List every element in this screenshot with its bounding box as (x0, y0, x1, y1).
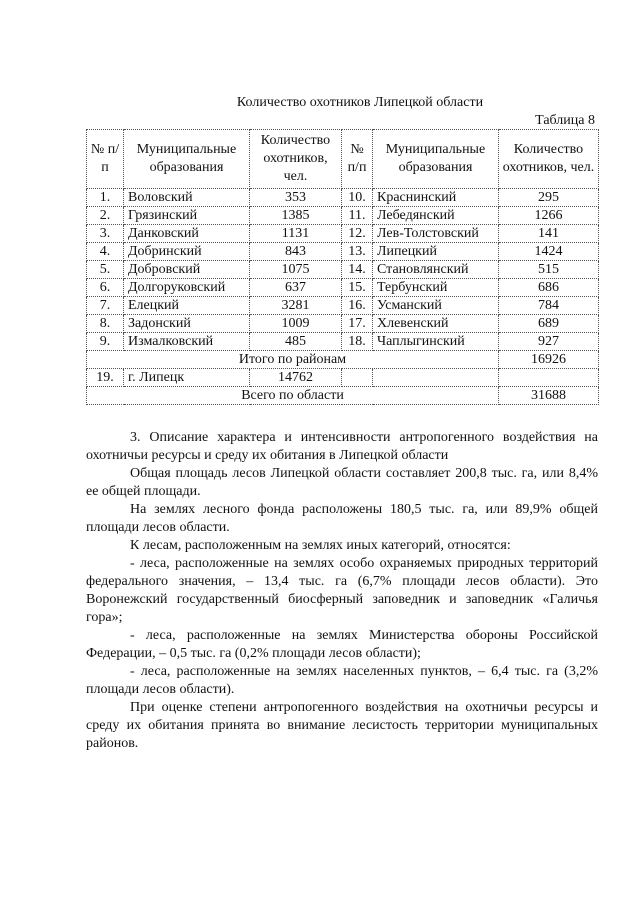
header-municipality-left: Муниципальные образования (124, 130, 250, 189)
city-value: 14762 (250, 369, 342, 387)
row-num-right: 14. (342, 261, 373, 279)
municipality-right: Краснинский (373, 189, 499, 207)
table-row (87, 189, 599, 207)
row-num-right: 11. (342, 207, 373, 225)
empty-cell (342, 369, 373, 387)
row-num-left: 9. (87, 333, 124, 351)
subtotal-label: Итого по районам (87, 351, 499, 369)
municipality-left: Измалковский (124, 333, 250, 351)
city-num: 19. (87, 369, 124, 387)
count-left: 1131 (250, 225, 342, 243)
row-num-left: 5. (87, 261, 124, 279)
row-num-left: 3. (87, 225, 124, 243)
row-num-left: 8. (87, 315, 124, 333)
count-left: 1009 (250, 315, 342, 333)
row-num-right: 10. (342, 189, 373, 207)
table-row (87, 333, 599, 351)
list-item: - леса, расположенные на землях особо охраняемых природных территорий федерального значения, – 13,4 тыс. га (6,7% площади лесов области). Это Воронежский государственный биосферный заповедник и заповедник «Галичья гора»; (86, 556, 598, 625)
total-value: 31688 (499, 387, 599, 405)
municipality-right: Лебедянский (373, 207, 499, 225)
municipality-right: Липецкий (373, 243, 499, 261)
row-num-right: 12. (342, 225, 373, 243)
paragraph: Общая площадь лесов Липецкой области составляет 200,8 тыс. га, или 8,4% ее общей площади. (86, 466, 598, 499)
section-heading: 3. Описание характера и интенсивности антропогенного воздействия на охотничьи ресурсы и среду их обитания в Липецкой области (86, 430, 598, 463)
table-header-row (87, 130, 599, 189)
hunters-table (86, 129, 599, 405)
count-left: 485 (250, 333, 342, 351)
row-num-right: 13. (342, 243, 373, 261)
table-row (87, 315, 599, 333)
row-num-left: 4. (87, 243, 124, 261)
count-right: 141 (499, 225, 599, 243)
count-right: 1424 (499, 243, 599, 261)
row-num-right: 18. (342, 333, 373, 351)
total-row (87, 387, 599, 405)
table-row (87, 243, 599, 261)
municipality-right: Становлянский (373, 261, 499, 279)
table-body (87, 189, 599, 405)
row-num-left: 6. (87, 279, 124, 297)
table-row (87, 225, 599, 243)
count-left: 843 (250, 243, 342, 261)
header-count-right: Количество охотников, чел. (499, 130, 599, 189)
table-row (87, 261, 599, 279)
row-num-left: 2. (87, 207, 124, 225)
municipality-right: Усманский (373, 297, 499, 315)
total-label: Всего по области (87, 387, 499, 405)
city-row (87, 369, 599, 387)
count-right: 295 (499, 189, 599, 207)
municipality-left: Воловский (124, 189, 250, 207)
row-num-right: 16. (342, 297, 373, 315)
header-num-left: № п/п (87, 130, 124, 189)
count-right: 1266 (499, 207, 599, 225)
table-row (87, 207, 599, 225)
count-left: 1075 (250, 261, 342, 279)
municipality-left: Долгоруковский (124, 279, 250, 297)
subtotal-row (87, 351, 599, 369)
count-left: 1385 (250, 207, 342, 225)
municipality-right: Лев-Толстовский (373, 225, 499, 243)
row-num-left: 1. (87, 189, 124, 207)
row-num-left: 7. (87, 297, 124, 315)
municipality-left: Данковский (124, 225, 250, 243)
count-right: 927 (499, 333, 599, 351)
count-right: 686 (499, 279, 599, 297)
municipality-right: Тербунский (373, 279, 499, 297)
subtotal-value: 16926 (499, 351, 599, 369)
municipality-left: Добровский (124, 261, 250, 279)
municipality-left: Елецкий (124, 297, 250, 315)
row-num-right: 15. (342, 279, 373, 297)
municipality-right: Чаплыгинский (373, 333, 499, 351)
paragraph: На землях лесного фонда расположены 180,5 тыс. га, или 89,9% общей площади лесов области. (86, 502, 598, 535)
municipality-right: Хлевенский (373, 315, 499, 333)
list-item: - леса, расположенные на землях Министерства обороны Российской Федерации, – 0,5 тыс. га (0,2% площади лесов области); (86, 628, 598, 661)
row-num-right: 17. (342, 315, 373, 333)
count-right: 784 (499, 297, 599, 315)
table-label: Таблица 8 (535, 113, 595, 128)
city-name: г. Липецк (124, 369, 250, 387)
paragraph: При оценке степени антропогенного воздействия на охотничьи ресурсы и среду их обитания принята во внимание лесистость территории муниципальных районов. (86, 700, 598, 751)
count-right: 689 (499, 315, 599, 333)
municipality-left: Задонский (124, 315, 250, 333)
count-right: 515 (499, 261, 599, 279)
list-item: - леса, расположенные на землях населенных пунктов, – 6,4 тыс. га (3,2% площади лесов области). (86, 664, 598, 697)
table-row (87, 279, 599, 297)
table-row (87, 297, 599, 315)
count-left: 3281 (250, 297, 342, 315)
empty-cell (373, 369, 499, 387)
count-left: 637 (250, 279, 342, 297)
municipality-left: Грязинский (124, 207, 250, 225)
header-num-right: № п/п (342, 130, 373, 189)
count-left: 353 (250, 189, 342, 207)
empty-cell (499, 369, 599, 387)
header-count-left: Количество охотников, чел. (250, 130, 342, 189)
header-municipality-right: Муниципальные образования (373, 130, 499, 189)
document-title: Количество охотников Липецкой области (236, 95, 484, 110)
body-text (86, 429, 598, 753)
paragraph: К лесам, расположенным на землях иных категорий, относятся: (130, 538, 511, 553)
municipality-left: Добринский (124, 243, 250, 261)
